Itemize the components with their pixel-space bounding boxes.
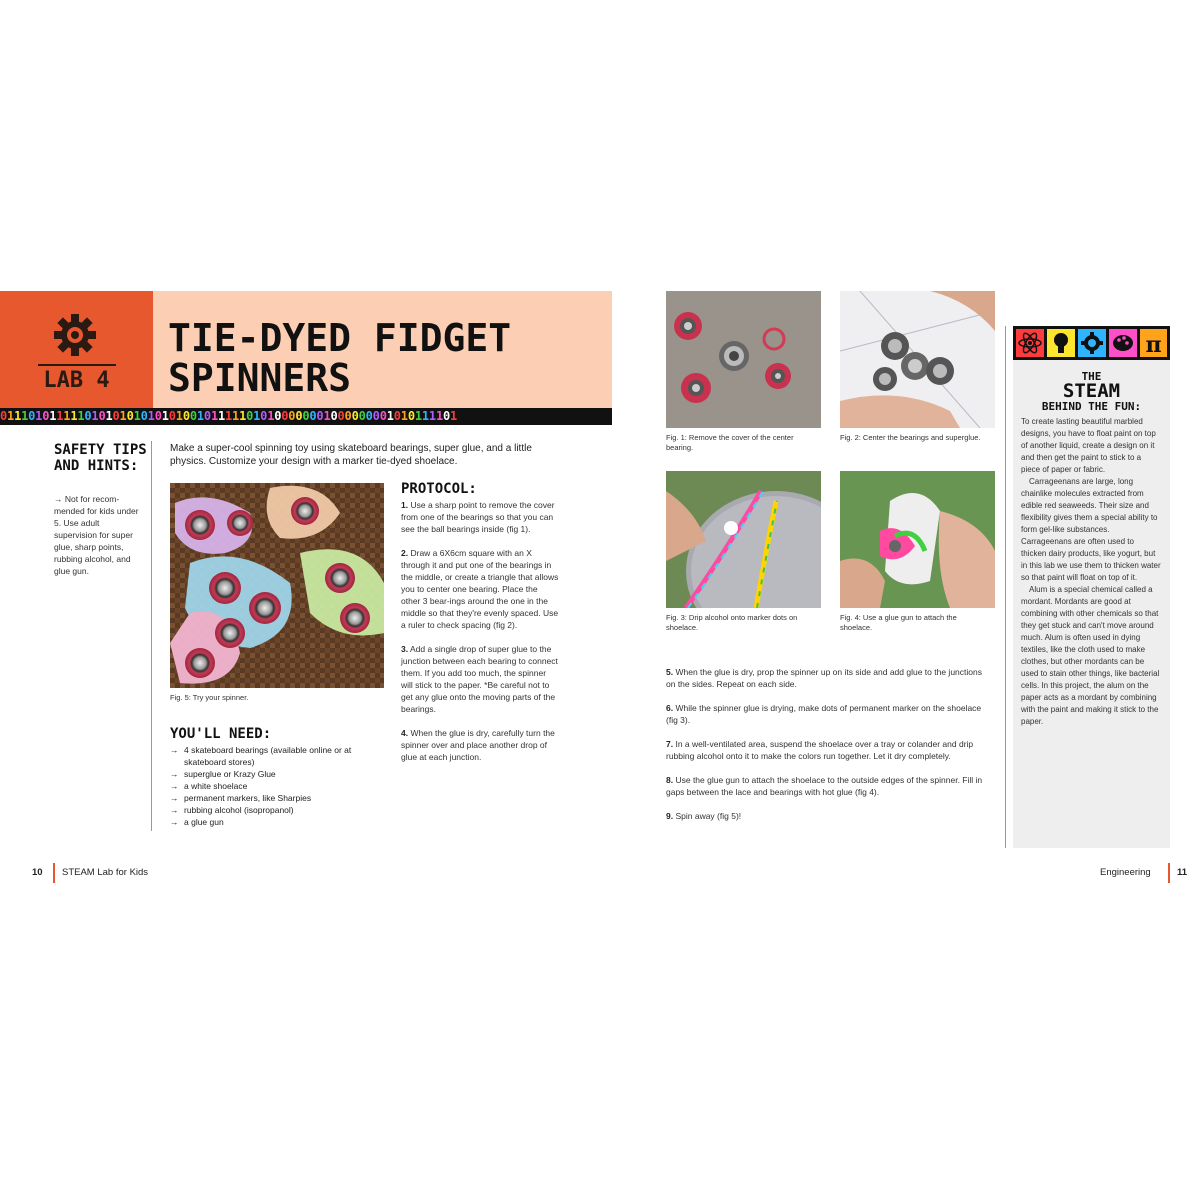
shoelace-photo <box>666 471 821 608</box>
protocol-steps <box>401 499 559 775</box>
footer-divider <box>1168 863 1170 883</box>
list-item: → rubbing alcohol (isopropanol) <box>170 805 294 815</box>
steam-paragraph: Alum is a special chemical called a mordant. Mordants are good at combining with other chemicals so that they get stuck and can't move around much. Alum is often used in dying textiles, like the cloth used to make clothes, but other mordants can be used to stain other things, like bacterial cells. In this project, the alum on the paper acts as a mordant by combining with the paint and making it stick to the paper. <box>1021 585 1160 726</box>
steam-body <box>1021 416 1161 728</box>
protocol-step: 1. Use a sharp point to remove the cover from one of the bearings so that you can see the ball bearings inside (fig 1). <box>401 500 555 534</box>
svg-text:π: π <box>1145 332 1162 358</box>
protocol-heading: PROTOCOL: <box>401 481 477 497</box>
palette-icon <box>1109 329 1137 357</box>
steam-icons <box>1013 326 1170 360</box>
protocol-step: 6. While the spinner glue is drying, make dots of permanent marker on the shoelace (fig 3). <box>666 703 982 725</box>
needs-list <box>170 744 360 828</box>
gear-icon <box>1078 329 1106 357</box>
intro-text: Make a super-cool spinning toy using skateboard bearings, super glue, and a little physics. Customize your design with a marker tie-dyed shoelace. <box>170 443 532 467</box>
needs-heading: YOU'LL NEED: <box>170 726 272 742</box>
title-line-1: TIE-DYED FIDGET <box>168 316 512 360</box>
column-divider <box>1005 326 1006 848</box>
left-page-number: 10 <box>32 867 43 878</box>
caption-fig5: Fig. 5: Try your spinner. <box>170 693 249 702</box>
steam-subtitle: BEHIND THE FUN: <box>1041 400 1142 413</box>
protocol-step: 9. Spin away (fig 5)! <box>666 811 742 821</box>
steam-title: STEAM <box>1062 380 1121 402</box>
lab-number: LAB 4 <box>43 368 110 393</box>
protocol-step: 7. In a well-ventilated area, suspend the shoelace over a tray or colander and drip rubbing alcohol onto it to make the colors run together. Let it dry completely. <box>666 739 974 761</box>
pi-icon <box>1140 329 1167 358</box>
centering-photo <box>840 291 995 428</box>
bearings-photo <box>666 291 821 428</box>
binary-strip <box>0 408 612 425</box>
protocol-step: 8. Use the glue gun to attach the shoelace to the outside edges of the spinner. Fill in gaps between the lace and bearings with hot glue (fig 4). <box>666 775 983 797</box>
safety-body: → Not for recom-mended for kids under 5. Use adult supervision for super glue, sharp points, rubbing alcohol, and glue gun. <box>54 494 139 576</box>
right-page-number: 11 <box>1177 867 1188 878</box>
glue-gun-photo <box>840 471 995 608</box>
steam-the: THE <box>1081 370 1102 383</box>
caption-fig2: Fig. 2: Center the bearings and superglue. <box>840 433 981 442</box>
caption-fig4: Fig. 4: Use a glue gun to attach the shoelace. <box>840 613 957 632</box>
protocol-steps-continued <box>666 666 988 834</box>
list-item: → 4 skateboard bearings (available online or at skateboard stores) <box>170 745 352 767</box>
right-running-title: Engineering <box>1100 867 1151 878</box>
binary-digits: 01110101111101010101010101001011111010100000001000000001010111101 <box>0 409 458 423</box>
column-divider <box>151 441 152 831</box>
title-line-2: SPINNERS <box>168 356 352 400</box>
lightbulb-icon <box>1047 329 1075 357</box>
caption-fig1: Fig. 1: Remove the cover of the center bearing. <box>666 433 794 452</box>
list-item: → a white shoelace <box>170 781 248 791</box>
caption-fig3: Fig. 3: Drip alcohol onto marker dots on shoelace. <box>666 613 798 632</box>
steam-paragraph: To create lasting beautiful marbled designs, you have to float paint on top of another liquid, create a design on it and then get the paint to stick to a piece of paper or fabric. <box>1021 417 1156 474</box>
footer-divider <box>53 863 55 883</box>
protocol-step: 5. When the glue is dry, prop the spinner up on its side and add glue to the junctions on the sides. Repeat on each side. <box>666 667 982 689</box>
protocol-step: 4. When the glue is dry, carefully turn the spinner over and place another drop of glue at each junction. <box>401 728 555 762</box>
list-item: → permanent markers, like Sharpies <box>170 793 312 803</box>
steam-paragraph: Carrageenans are large, long chainlike molecules extracted from edible red seaweeds. Their size and flexibility gives them a special ability to form gel-like substances. Carrageenans are often used to thicken dairy products, like yogurt, but in this lab we use them to thicken water so that paint will float on top of it. <box>1021 477 1161 582</box>
list-item: → a glue gun <box>170 817 224 827</box>
left-running-title: STEAM Lab for Kids <box>62 867 149 878</box>
page-title <box>168 318 511 398</box>
spinner-photo <box>170 483 384 688</box>
protocol-step: 2. Draw a 6X6cm square with an X through it and put one of the bearings in the middle, or create a triangle that allows you to center one bearing. Place the other 3 bear-ings around the one in the middle so that they're evenly spaced. Use a ruler to check spacing (fig 2). <box>401 548 559 630</box>
safety-heading: SAFETY TIPS AND HINTS: <box>54 442 147 474</box>
atom-icon <box>1016 329 1044 357</box>
list-item: → superglue or Krazy Glue <box>170 769 276 779</box>
gear-icon <box>52 312 98 358</box>
lab-divider <box>38 364 116 366</box>
protocol-step: 3. Add a single drop of super glue to the junction between each bearing to connect them. If you add too much, the spinner will stick to the paper. *Be careful not to get any glue onto the moving parts of the bearings. <box>401 644 558 714</box>
